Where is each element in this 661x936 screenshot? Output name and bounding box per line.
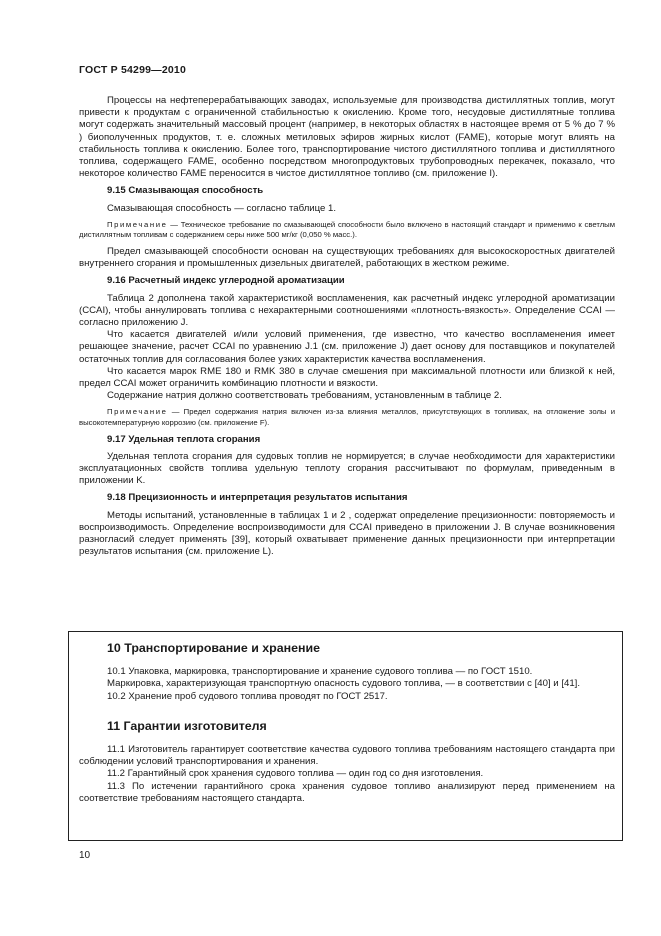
section-9-16-paragraph-2: Что касается двигателей и/или условий применения, где известно, что качество воспламенения имеет решающее значение, расчет CCAI по уравнению J.1 (см. приложение J) дает основу для поставщиков и покупателей остаточных топлив для согласования более узких характеристик качества воспламенения. [79,329,615,365]
section-11-heading: 11 Гарантии изготовителя [107,718,267,733]
note-label: Примечание [107,219,168,229]
section-9-16-paragraph-3: Что касается марок RME 180 и RMK 380 в случае смешения при максимальной плотности или близкой к ней, предел CCAI может ограничить комбинацию плотности и вязкости. [79,365,615,390]
section-10-heading: 10 Транспортирование и хранение [107,641,320,655]
section-9-16-note [79,407,615,428]
boxed-text [79,642,615,805]
section-9-17-paragraph: Удельная теплота сгорания для судовых топлив не нормируется; в случае необходимости для характеристики эксплуатационных свойств топлива удельную теплоту сгорания рассчитывают по формулам, приведенным в приложении K. [79,450,615,487]
intro-paragraph: Процессы на нефтеперерабатывающих заводах, используемые для производства дистиллятных топлив, могут привести к продуктам с ограниченной стабильностью к окислению. Кроме того, несудовые дистиллятные топлива могут содержать значительный массовый процент (например, в некоторых областях в настоящее время от 5 % до 7 % ) биополученных продуктов, т. е. сложных метиловых эфиров жирных кислот (FAME), которые могут влиять на стабильность топлива к окислению. Более того, транспортирование чистого дистиллятного топлива и дистиллятного топлива, содержащего FAME, особенно посредством многопродуктовых трубопроводных перекачек, показало, что некоторое количество FAME переносится в чистое дистиллятное топливо (см. приложение I). [79,95,615,180]
section-9-15-note [79,220,615,241]
section-9-15-paragraph: Смазывающая способность — согласно таблице 1. [107,202,337,214]
section-9-16-paragraph-4: Содержание натрия должно соответствовать требованиям, установленным в таблице 2. [107,390,502,402]
section-9-16-heading: 9.16 Расчетный индекс углеродной ароматизации [107,275,345,287]
section-11-3: 11.3 По истечении гарантийного срока хранения судовое топливо анализируют перед применением на соответствие требованиям настоящего стандарта. [79,780,615,804]
section-11-2: 11.2 Гарантийный срок хранения судового топлива — один год со дня изготовления. [107,768,484,780]
document-code-header: ГОСТ Р 54299—2010 [79,64,187,76]
main-text [79,95,615,558]
section-9-18-heading: 9.18 Прецизионность и интерпретация результатов испытания [107,492,408,504]
section-10-1: 10.1 Упаковка, маркировка, транспортирование и хранение судового топлива — по ГОСТ 1510. [107,666,533,678]
page-number: 10 [79,850,91,861]
section-9-15-heading: 9.15 Смазывающая способность [107,185,264,197]
note-text: — Техническое требование по смазывающей способности было включено в настоящий стандарт и применимо к светлым дистиллятным топливам с содержанием серы ниже 500 мг/кг (0,050 % масс.). [79,219,615,240]
section-9-17-heading: 9.17 Удельная теплота сгорания [107,433,261,445]
note-text: — Предел содержания натрия включен из-за влияния металлов, присутствующих в топливах, на отложение золы и высокотемпературную коррозию (см. приложение F). [79,407,615,428]
note-label: Примечание [107,407,168,417]
section-10-1-marking: Маркировка, характеризующая транспортную опасность судового топлива, — в соответствии с [40] и [41]. [107,678,580,690]
section-9-16-paragraph-1: Таблица 2 дополнена такой характеристикой воспламенения, как расчетный индекс углеродной ароматизации (CCAI), чтобы аннулировать топлива с нехарактерными соотношениями «плотность-вязкость». Определение CCAI — согласно приложению J. [79,292,615,329]
section-9-15-paragraph-2: Предел смазывающей способности основан на существующих требованиях для высокоскоростных двигателей внутреннего сгорания и промышленных дизельных двигателей, работающих в жестком режиме. [79,246,615,270]
section-11-1: 11.1 Изготовитель гарантирует соответствие качества судового топлива требованиям настоящего стандарта при соблюдении условий транспортирования и хранения. [79,744,615,768]
section-10-2: 10.2 Хранение проб судового топлива проводят по ГОСТ 2517. [107,690,388,702]
section-9-18-paragraph: Методы испытаний, установленные в таблицах 1 и 2 , содержат определение прецизионности: повторяемость и воспроизводимость. Определение воспроизводимости для CCAI приведено в приложении J. В случае возникновения разногласий следует применять [39], который охватывает применение данных прецизионности при интерпретации результатов испытания (см. приложение L). [79,509,615,558]
